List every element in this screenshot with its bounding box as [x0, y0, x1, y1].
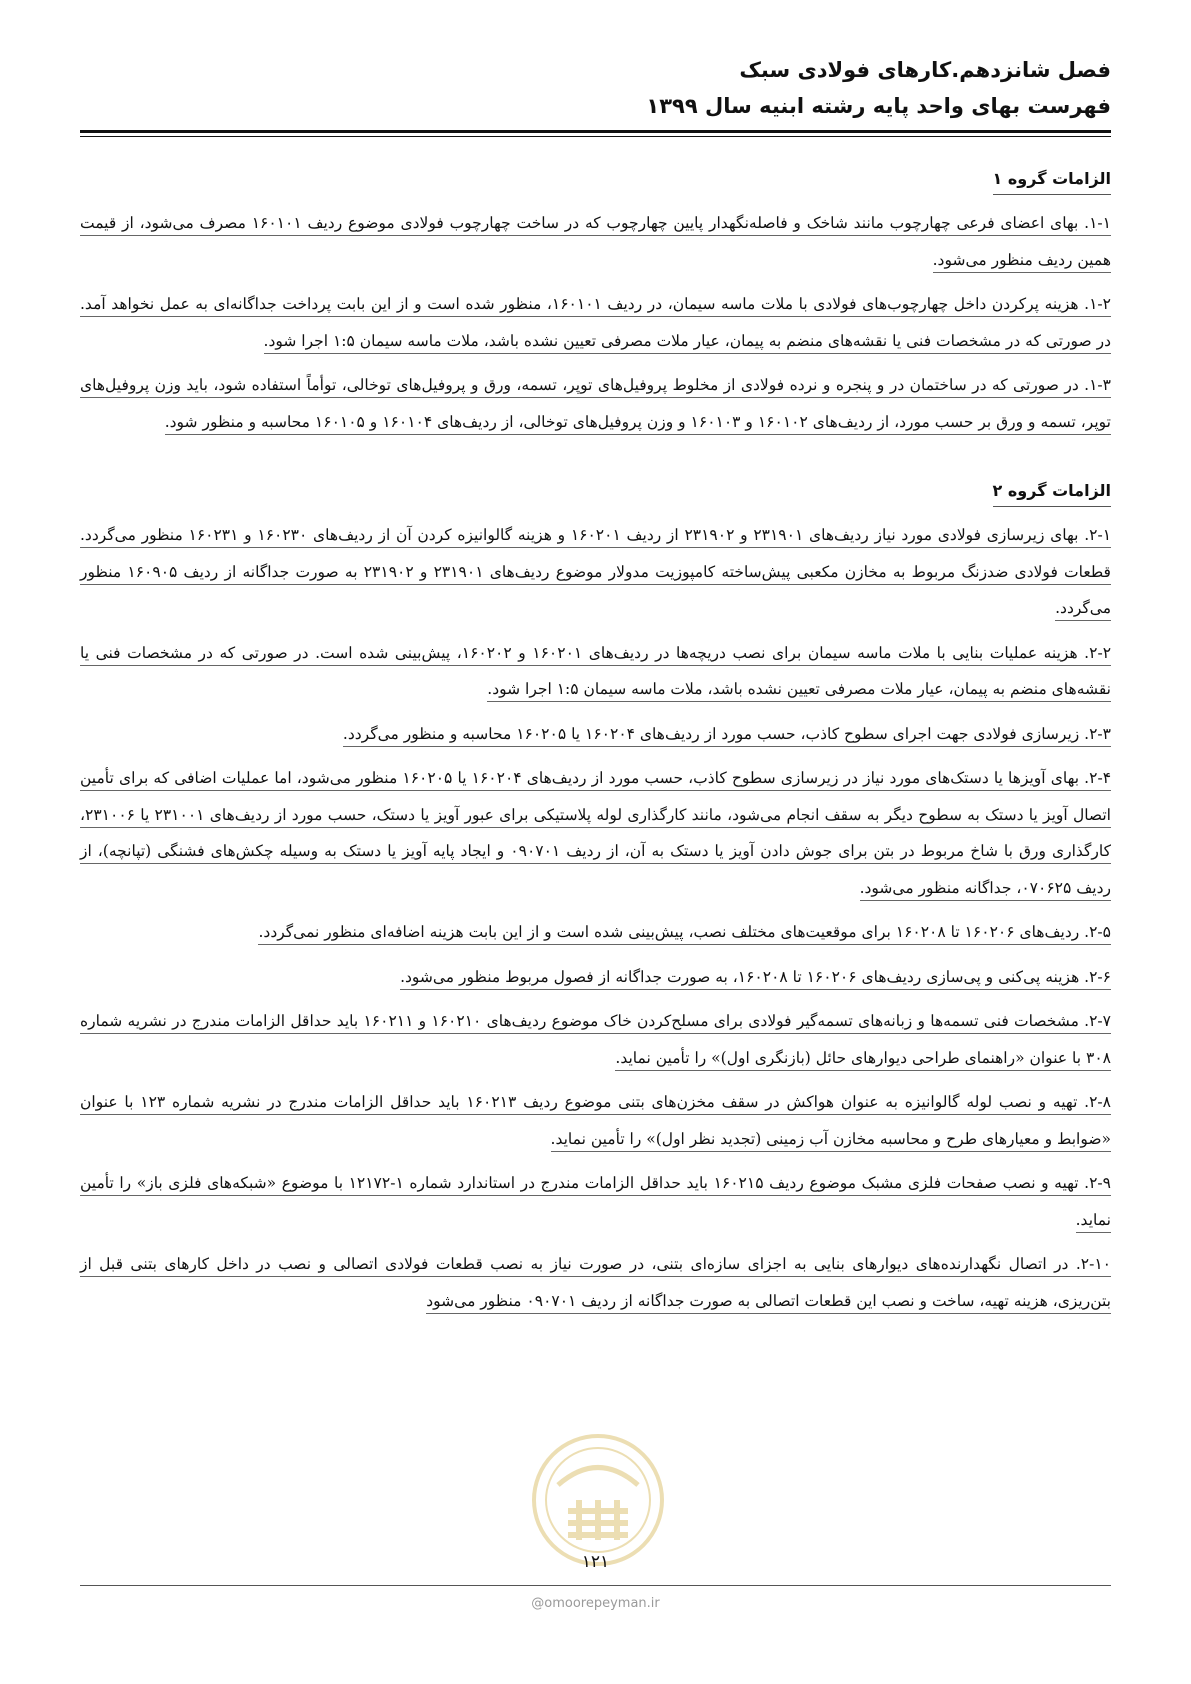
website-watermark: @omoorepeyman.ir — [531, 1596, 660, 1611]
paragraph-1-1: ۱-۱. بهای اعضای فرعی چهارچوب مانند شاخک و فاصله‌نگهدار پایین چهارچوب که در ساخت چهارچوب فولادی موضوع ردیف ۱۶۰۱۰۱ مصرف می‌شود، از قیمت همین ردیف منظور می‌شود. — [80, 205, 1111, 278]
group-2-section — [80, 476, 1111, 1319]
page-content — [80, 164, 1111, 1327]
paragraph-1-2: ۱-۲. هزینه پرکردن داخل چهارچوب‌های فولادی با ملات ماسه سیمان، در ردیف ۱۶۰۱۰۱، منظور شده است و از این بابت پرداخت جداگانه‌ای به عمل نخواهد آمد. در صورتی که در مشخصات فنی یا نقشه‌های منضم به پیمان، عیار ملات مصرفی تعیین نشده باشد، ملات ماسه سیمان ۱:۵ اجرا شود. — [80, 286, 1111, 359]
paragraph-2-9: ۲-۹. تهیه و نصب صفحات فلزی مشبک موضوع ردیف ۱۶۰۲۱۵ باید حداقل الزامات مندرج در استاندارد شماره ۱-۱۲۱۷۲ با موضوع «شبکه‌های فلزی باز» را تأمین نماید. — [80, 1165, 1111, 1238]
paragraph-2-3: ۲-۳. زیرسازی فولادی جهت اجرای سطوح کاذب، حسب مورد از ردیف‌های ۱۶۰۲۰۴ یا ۱۶۰۲۰۵ محاسبه و منظور می‌گردد. — [80, 716, 1111, 753]
section-gap — [80, 448, 1111, 476]
paragraph-2-4: ۲-۴. بهای آویزها یا دستک‌های مورد نیاز در زیرسازی سطوح کاذب، حسب مورد از ردیف‌های ۱۶۰۲۰۴ یا ۱۶۰۲۰۵ منظور می‌شود، اما عملیات اضافی که برای تأمین اتصال آویز یا دستک به سطوح دیگر به سقف انجام می‌شود، مانند کارگذاری لوله پلاستیکی برای عبور آویز یا دستک، حسب مورد از ردیف‌های ۲۳۱۰۰۱ یا ۲۳۱۰۰۶، کارگذاری ورق با شاخ مربوط در بتن برای جوش دادن آویز یا دستک به آن، از ردیف ۰۹۰۷۰۱ و ایجاد پایه آویز یا دستک به وسیله چکش‌های فشنگی (تپانچه)، از ردیف ۰۷۰۶۲۵، جداگانه منظور می‌شود. — [80, 760, 1111, 906]
paragraph-2-6: ۲-۶. هزینه پی‌کنی و پی‌سازی ردیف‌های ۱۶۰۲۰۶ تا ۱۶۰۲۰۸، به صورت جداگانه از فصول مربوط منظور می‌شود. — [80, 959, 1111, 996]
group-2-heading: الزامات گروه ۲ — [993, 476, 1111, 507]
page-header — [80, 52, 1111, 124]
header-rule-thin — [80, 136, 1111, 137]
paragraph-2-1: ۲-۱. بهای زیرسازی فولادی مورد نیاز ردیف‌های ۲۳۱۹۰۱ و ۲۳۱۹۰۲ از ردیف ۱۶۰۲۰۱ و هزینه گالوانیزه کردن آن از ردیف‌های ۱۶۰۲۳۰ و ۱۶۰۲۳۱ منظور می‌گردد. قطعات فولادی ضدزنگ مربوط به مخازن مکعبی پیش‌ساخته کامپوزیت مدولار موضوع ردیف‌های ۲۳۱۹۰۱ و ۲۳۱۹۰۲ به صورت جداگانه از ردیف ۱۶۰۹۰۵ منظور می‌گردد. — [80, 517, 1111, 627]
paragraph-2-7: ۲-۷. مشخصات فنی تسمه‌ها و زبانه‌های تسمه‌گیر فولادی برای مسلح‌کردن خاک موضوع ردیف‌های ۱۶۰۲۱۰ و ۱۶۰۲۱۱ باید حداقل الزامات مندرج در نشریه شماره ۳۰۸ با عنوان «راهنمای طراحی دیوارهای حائل (بازنگری اول)» را تأمین نماید. — [80, 1003, 1111, 1076]
group-1-heading: الزامات گروه ۱ — [993, 164, 1111, 195]
footer-rule — [80, 1585, 1111, 1586]
header-rule-thick — [80, 130, 1111, 133]
page-number: ۱۲۱ — [581, 1552, 610, 1572]
paragraph-2-8: ۲-۸. تهیه و نصب لوله گالوانیزه به عنوان هواکش در سقف مخزن‌های بتنی موضوع ردیف ۱۶۰۲۱۳ باید حداقل الزامات مندرج در نشریه شماره ۱۲۳ با عنوان «ضوابط و معیارهای طرح و محاسبه مخازن آب زمینی (تجدید نظر اول)» را تأمین نماید. — [80, 1084, 1111, 1157]
paragraph-2-5: ۲-۵. ردیف‌های ۱۶۰۲۰۶ تا ۱۶۰۲۰۸ برای موقعیت‌های مختلف نصب، پیش‌بینی شده است و از این بابت هزینه اضافه‌ای منظور نمی‌گردد. — [80, 914, 1111, 951]
chapter-title: فصل شانزدهم.کارهای فولادی سبک — [739, 58, 1111, 82]
paragraph-1-3: ۱-۳. در صورتی که در ساختمان در و پنجره و نرده فولادی از مخلوط پروفیل‌های توپر، تسمه، ورق و پروفیل‌های توخالی، توأماً استفاده شود، باید وزن پروفیل‌های توپر، تسمه و ورق بر حسب مورد، از ردیف‌های ۱۶۰۱۰۲ و ۱۶۰۱۰۳ و وزن پروفیل‌های توخالی، از ردیف‌های ۱۶۰۱۰۴ و ۱۶۰۱۰۵ محاسبه و منظور شود. — [80, 367, 1111, 440]
group-1-section — [80, 164, 1111, 440]
paragraph-2-2: ۲-۲. هزینه عملیات بنایی با ملات ماسه سیمان برای نصب دریچه‌ها در ردیف‌های ۱۶۰۲۰۱ و ۱۶۰۲۰۲، پیش‌بینی شده است. در صورتی که در مشخصات فنی یا نقشه‌های منضم به پیمان، عیار ملات مصرفی تعیین نشده باشد، ملات ماسه سیمان ۱:۵ اجرا شود. — [80, 635, 1111, 708]
paragraph-2-10: ۲-۱۰. در اتصال نگهدارنده‌های دیوارهای بنایی به اجزای سازه‌ای بتنی، در صورت نیاز به نصب قطعات فولادی اتصالی و نصب در داخل کارهای بتنی قبل از بتن‌ریزی، هزینه تهیه، ساخت و نصب این قطعات اتصالی به صورت جداگانه از ردیف ۰۹۰۷۰۱ منظور می‌شود — [80, 1246, 1111, 1319]
book-title: فهرست بهای واحد پایه رشته ابنیه سال ۱۳۹۹ — [646, 94, 1111, 118]
watermark-logo — [528, 1430, 668, 1570]
